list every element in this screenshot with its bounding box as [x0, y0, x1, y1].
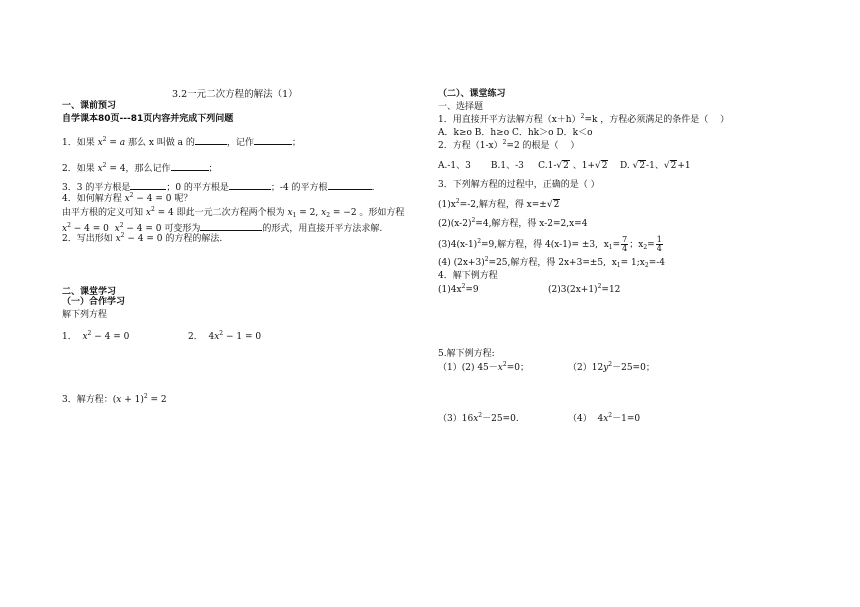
- question-3: [62, 181, 374, 194]
- task-instruction: 解下列方程: [62, 310, 108, 320]
- exercise-2: 2． $4x^2 - 1 = 0$: [188, 330, 262, 342]
- q4-explain-2b: 的形式，用直接开平方法求解.: [262, 224, 383, 234]
- q2-text: 2．如果 $x^2 = 4$，那么记作: [62, 162, 171, 174]
- mc-2-option-c: C.1-√2 、1+√2: [538, 161, 608, 171]
- self-study-instruction: 自学课本80页---81页内容并完成下列问题: [62, 114, 234, 124]
- q3-part-b: ；0 的平方根是: [166, 183, 229, 193]
- practice-heading: （二）、课堂练习: [438, 89, 506, 99]
- problem-5-part-1: （1）(2) $45-x^2=0$；: [438, 361, 529, 373]
- mc-heading: 一、选择题: [438, 102, 484, 112]
- mc-3-item-2: $(2)(x-2)^2=4$,解方程，得 x-2=2,x=4: [438, 217, 588, 229]
- q2-end: ；: [208, 164, 218, 174]
- problem-4-part-2: $(2)3(2x+1)^2=12$: [548, 283, 621, 295]
- mc-1-options: A．k≥o B．h≥o C．hk＞o D．k＜o: [438, 128, 593, 138]
- section-heading-preview: 一、课前预习: [62, 101, 117, 111]
- q4-explanation-line-2: [62, 222, 382, 235]
- problem-4-heading: 4．解下例方程: [438, 271, 498, 281]
- problem-5-part-3: $(3)16x^2-25=0$.: [438, 412, 519, 424]
- q3-blank-c[interactable]: [328, 181, 372, 190]
- question-1: [62, 136, 301, 149]
- q1-notation: ，记作: [226, 138, 254, 148]
- q3-part-a: 3．3 的平方根是: [62, 183, 131, 193]
- q2-blank[interactable]: [171, 162, 209, 171]
- problem-5-heading: 5.解下例方程:: [438, 349, 495, 359]
- q3-part-c: ；-4 的平方根: [270, 183, 328, 193]
- mc-2-option-a: A.-1、3: [438, 161, 471, 171]
- subsection-cooperative: （一）合作学习: [62, 297, 126, 307]
- mc-question-1: 1．用直接开平方法解方程$(x+h)^2=k$ ，方程必须满足的条件是（ ）: [438, 113, 730, 125]
- q4-explanation-line-1: 由平方根的定义可知 $x^2 = 4$ 即此一元二次方程两个根为 $x_1 = 2$, $x_2 = -2$ 。形如方程: [62, 206, 405, 219]
- mc-question-2: 2．方程$(1-x)^2=2$ 的根是（ ）: [438, 139, 580, 151]
- page-title: 3.2一元二次方程的解法（1）: [172, 89, 298, 100]
- q3-blank-b[interactable]: [229, 181, 271, 190]
- q1-blank-1[interactable]: [195, 136, 227, 145]
- problem-5-part-4: （4） $4x^2-1=0$: [568, 412, 641, 424]
- mc-question-3: 3．下列解方程的过程中，正确的是（ ）: [438, 180, 600, 190]
- exercise-3: 3．解方程：$(x + 1)^2 = 2$: [62, 393, 167, 405]
- mc-2-options: [438, 162, 691, 172]
- q3-end: .: [371, 183, 375, 193]
- q1-blank-2[interactable]: [254, 136, 292, 145]
- q3-blank-a[interactable]: [130, 181, 166, 190]
- q1-end: ；: [291, 138, 301, 148]
- section-heading-classroom: 二、课堂学习: [62, 287, 117, 297]
- mc-2-option-b: B.1、-3: [490, 161, 524, 171]
- question-5: 2．写出形如 $x^2 - 4 = 0$ 的方程的解法.: [62, 232, 223, 244]
- q4-blank[interactable]: [200, 222, 262, 231]
- question-2: [62, 162, 218, 175]
- q1-text: 1．如果 $x^2 = a$ 那么 x 叫做 a 的: [62, 136, 195, 148]
- problem-5-part-2: $(2)12y^2-25=0$；: [568, 361, 655, 373]
- mc-3-item-3: $(3)4(x-1)^2=9$,解方程，得 4(x-1)= ±3, $x_1=$ $\frac{7}{4}$ ；$x_2=$ $\frac{1}{4}$: [438, 235, 662, 253]
- mc-3-item-1: $(1)x^2=-2$,解方程，得 x=±√2: [438, 198, 560, 210]
- problem-4-part-1: $(1)4x^2=9$: [438, 283, 479, 295]
- exercise-1: 1． $x^2 - 4 = 0$: [62, 330, 130, 342]
- mc-3-item-4: (4) $(2x+3)^2=25$,解方程，得 2x+3=±5, $x_1=$ $1;x_2=-4$: [438, 256, 666, 269]
- mc-2-option-d: D. √2-1、√2+1: [619, 161, 691, 171]
- q4-explain-2a: $x^2 - 4 = 0$ $x^2 - 4 = 0$ 可变形为: [62, 222, 201, 234]
- question-4: 4．如何解方程 $x^2 - 4 = 0$ 呢？: [62, 192, 193, 204]
